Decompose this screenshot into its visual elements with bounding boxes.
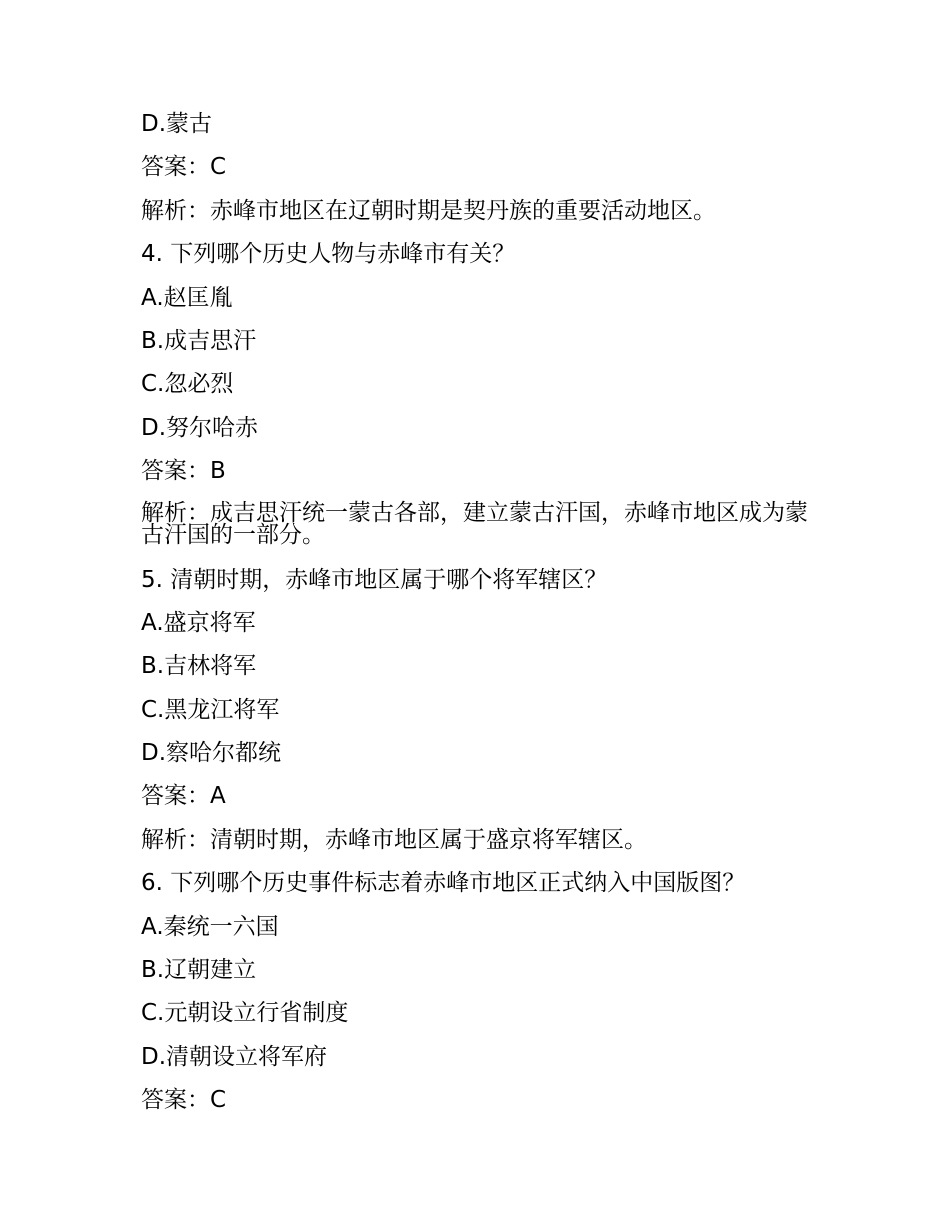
answer-line: 答案：C — [141, 1087, 227, 1114]
question-6: 6. 下列哪个历史事件标志着赤峰市地区正式纳入中国版图？ — [141, 870, 746, 897]
option-c: C.忽必烈 — [141, 371, 234, 398]
option-a: A.秦统一六国 — [141, 913, 279, 940]
option-d: D.蒙古 — [141, 111, 213, 137]
option-a: A.赵匡胤 — [141, 284, 233, 311]
question-4: 4. 下列哪个历史人物与赤峰市有关？ — [141, 241, 516, 268]
answer-line: 答案：A — [141, 783, 226, 810]
option-c: C.黑龙江将军 — [141, 696, 280, 723]
quiz-content — [141, 103, 821, 1123]
answer-line: 答案：B — [141, 458, 226, 485]
explanation-line: 解析：成吉思汗统一蒙古各部，建立蒙古汗国，赤峰市地区成为蒙古汗国的一部分。 — [141, 499, 808, 548]
option-d: D.察哈尔都统 — [141, 740, 282, 767]
option-b: B.成吉思汗 — [141, 327, 257, 354]
answer-line: 答案：C — [141, 154, 227, 181]
explanation-line: 解析：清朝时期，赤峰市地区属于盛京将军辖区。 — [141, 826, 647, 853]
option-d: D.努尔哈赤 — [141, 414, 259, 441]
question-5: 5. 清朝时期，赤峰市地区属于哪个将军辖区？ — [141, 566, 608, 593]
option-a: A.盛京将军 — [141, 609, 256, 636]
option-d: D.清朝设立将军府 — [141, 1043, 328, 1070]
option-b: B.吉林将军 — [141, 653, 257, 680]
option-b: B.辽朝建立 — [141, 957, 257, 984]
explanation-line: 解析：赤峰市地区在辽朝时期是契丹族的重要活动地区。 — [141, 197, 716, 224]
option-c: C.元朝设立行省制度 — [141, 1000, 349, 1027]
